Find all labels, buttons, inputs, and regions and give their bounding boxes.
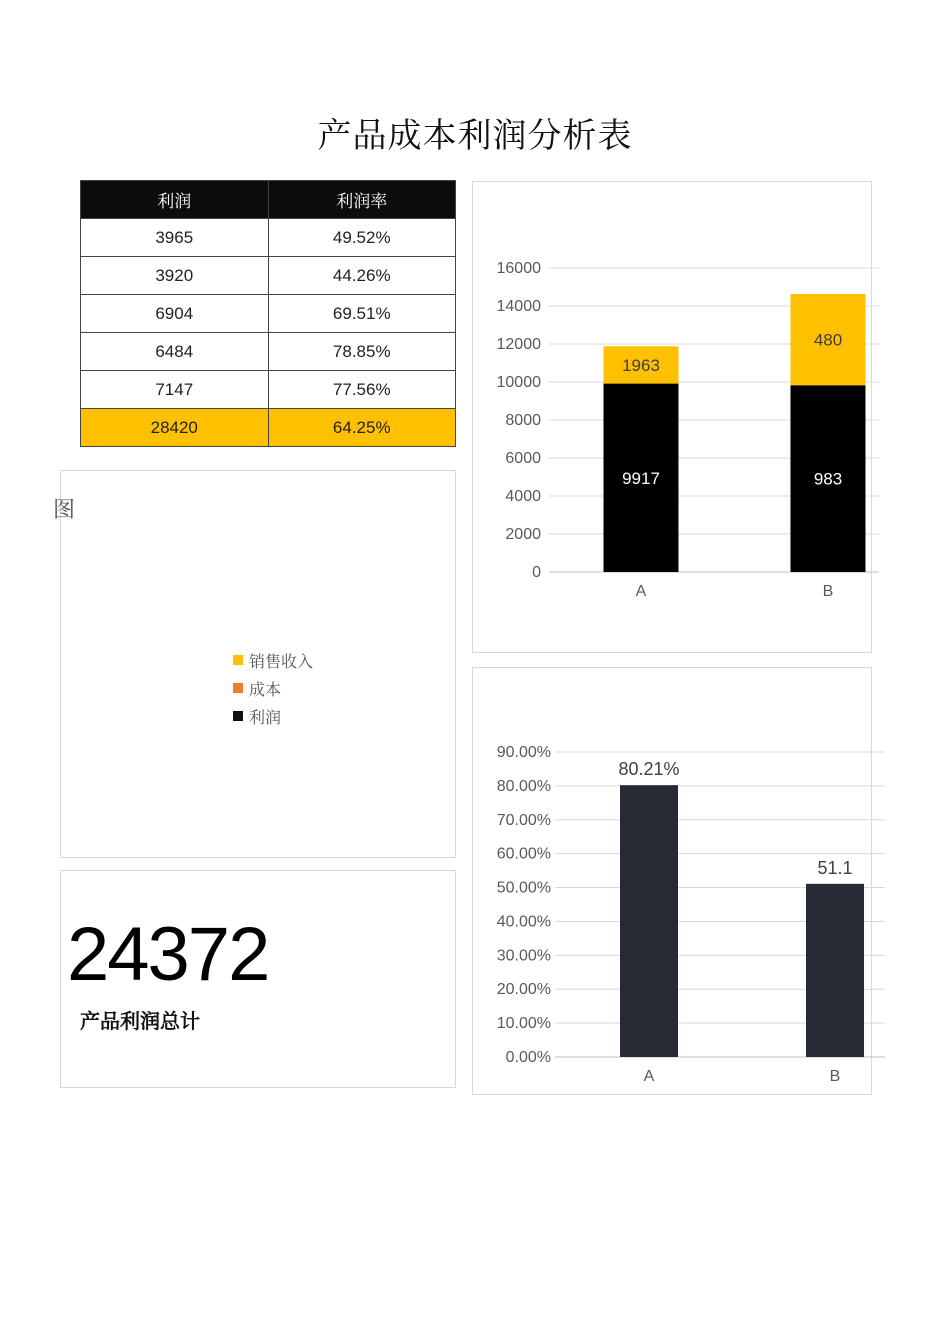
kpi-value: 24372 — [67, 912, 269, 997]
legend-item-revenue — [233, 646, 313, 674]
y-tick-label: 80.00% — [496, 777, 551, 795]
x-tick-label: A — [635, 583, 647, 600]
cell-rate: 78.85% — [268, 333, 456, 371]
rate-bar-chart — [473, 668, 873, 1096]
y-tick-label: 6000 — [505, 450, 541, 467]
cell-profit: 6484 — [81, 333, 269, 371]
y-tick-label: 0.00% — [505, 1049, 551, 1066]
pie-chart-panel — [53, 470, 456, 858]
data-label: 80.21% — [618, 759, 680, 780]
pie-legend — [233, 646, 313, 730]
table-row — [81, 295, 456, 333]
cell-profit: 3920 — [81, 257, 269, 295]
summary-table — [80, 180, 456, 447]
table-total-row — [81, 409, 456, 447]
y-tick-label: 40.00% — [496, 913, 551, 931]
bar — [620, 785, 678, 1057]
y-tick-label: 2000 — [505, 526, 541, 543]
legend-label: 销售收入 — [249, 651, 314, 671]
y-tick-label: 50.00% — [496, 879, 551, 897]
y-tick-label: 0 — [532, 564, 541, 581]
cell-profit: 3965 — [81, 219, 269, 257]
stacked-bar-chart — [473, 182, 873, 654]
data-label: 9917 — [622, 468, 660, 488]
y-tick-label: 30.00% — [496, 947, 551, 965]
legend-label: 成本 — [249, 679, 282, 699]
legend-swatch-profit — [233, 711, 243, 721]
x-tick-label: A — [643, 1068, 655, 1085]
table-row — [81, 333, 456, 371]
legend-swatch-cost — [233, 683, 243, 693]
data-label: 1963 — [622, 355, 660, 375]
page-title: 产品成本利润分析表 — [317, 116, 633, 156]
header-profit: 利润 — [81, 181, 269, 219]
y-tick-label: 10.00% — [496, 1015, 551, 1033]
cell-rate: 49.52% — [268, 219, 456, 257]
legend-label: 利润 — [249, 707, 282, 727]
header-profit-rate: 利润率 — [268, 181, 456, 219]
x-tick-label: B — [829, 1068, 841, 1085]
bar — [806, 884, 864, 1057]
y-tick-label: 12000 — [496, 336, 541, 353]
x-tick-label: B — [822, 583, 834, 600]
kpi-label: 产品利润总计 — [80, 1009, 200, 1033]
data-label: 480 — [813, 330, 843, 350]
stacked-bar-chart-panel — [472, 181, 872, 653]
cell-profit: 6904 — [81, 295, 269, 333]
y-tick-label: 60.00% — [496, 845, 551, 863]
y-tick-label: 4000 — [505, 488, 541, 505]
cell-rate: 44.26% — [268, 257, 456, 295]
legend-item-profit — [233, 702, 313, 730]
rate-bar-chart-panel — [472, 667, 872, 1095]
cell-rate: 77.56% — [268, 371, 456, 409]
pie-title-fragment: 图 — [53, 498, 76, 523]
y-tick-label: 14000 — [496, 298, 541, 315]
y-tick-label: 8000 — [505, 412, 541, 429]
y-tick-label: 90.00% — [496, 744, 551, 761]
y-tick-label: 20.00% — [496, 981, 551, 999]
y-tick-label: 16000 — [496, 260, 541, 277]
table-header-row — [81, 181, 456, 219]
kpi-panel — [60, 870, 456, 1088]
table-row — [81, 257, 456, 295]
cell-total-profit: 28420 — [81, 409, 269, 447]
table-row — [81, 219, 456, 257]
table-row — [81, 371, 456, 409]
y-tick-label: 70.00% — [496, 811, 551, 829]
data-label: 51.1 — [817, 857, 853, 878]
y-tick-label: 10000 — [496, 374, 541, 391]
cell-profit: 7147 — [81, 371, 269, 409]
dashboard-viewport — [53, 0, 853, 1344]
legend-item-cost — [233, 674, 313, 702]
cell-rate: 69.51% — [268, 295, 456, 333]
legend-swatch-revenue — [233, 655, 243, 665]
cell-total-rate: 64.25% — [268, 409, 456, 447]
data-label: 983 — [813, 469, 843, 489]
